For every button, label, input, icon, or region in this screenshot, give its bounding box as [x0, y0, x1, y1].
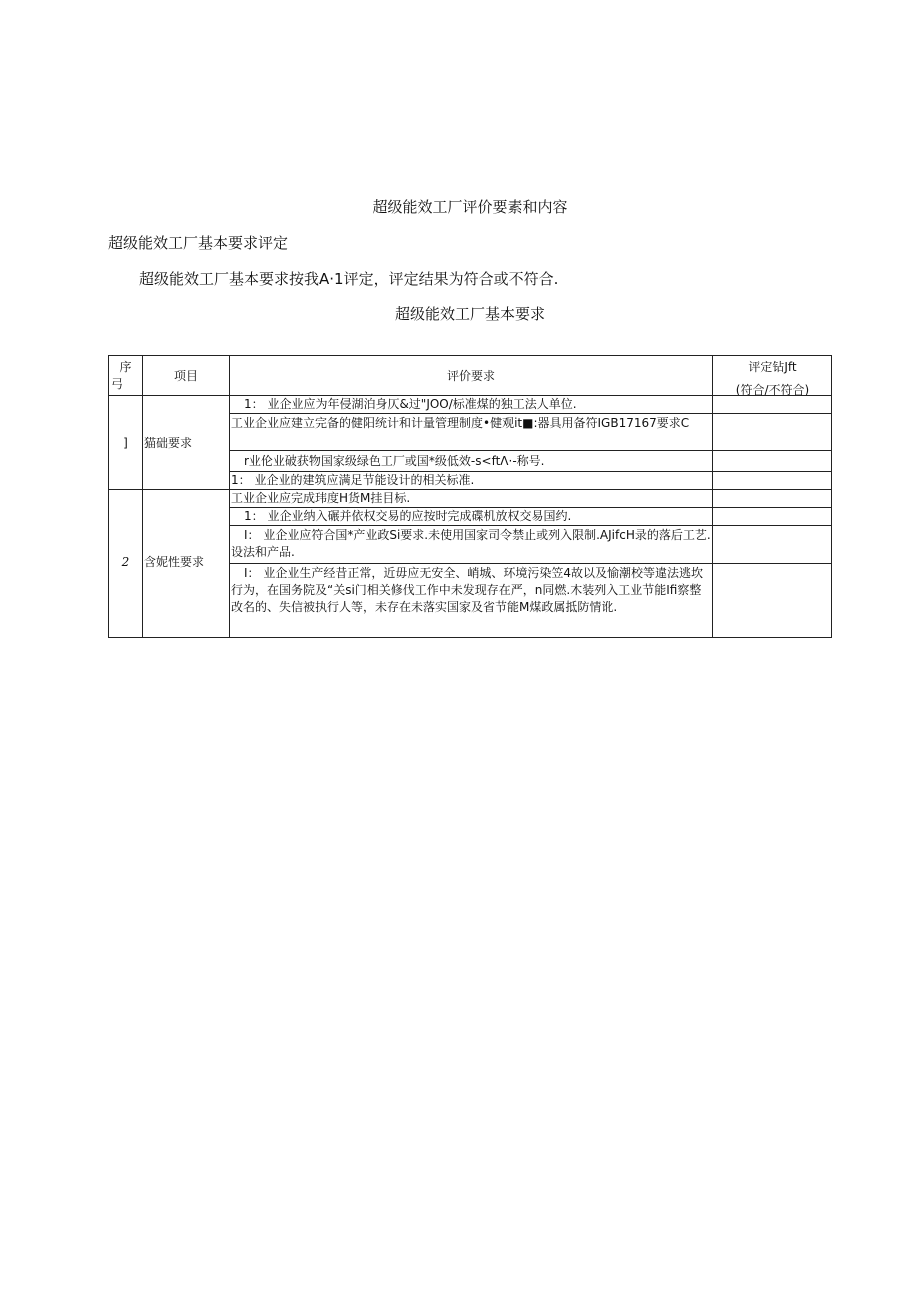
serial-number: ]: [123, 436, 128, 450]
requirement-text: 工业企业应完成玮度H货M挂目标.: [231, 491, 411, 505]
requirement-text: I： 业企业应符合国*产业政Si要求.未使用国家司令禁止或列入限制.AJifcH录的落后工艺.设法和产品.: [231, 528, 711, 559]
header-serial-line2: 弓: [111, 377, 124, 391]
item-category: 猫础要求: [144, 436, 193, 450]
requirement-text: 1： 业企业应为年侵湖泊身仄&过"JOO/标准煤的独工法人单位.: [244, 397, 577, 411]
serial-number: 2: [121, 555, 130, 569]
intro-paragraph: 超级能效工厂基本要求按我A·1评定，评定结果为符合或不符合.: [139, 270, 559, 288]
table-row-divider: [229, 525, 831, 526]
header-serial-line1: 序: [119, 360, 132, 374]
header-result-line1: 评定钻Jft: [748, 360, 797, 374]
requirement-text: I： 业企业生产经昔正常，近毋应无安全、峭城、环境污染笠4故以及愉潮校等違法逃坎行为，在国务院及“关si门相关修伐工作中未发现存在严，n同燃.木装列入工业节能Ifi察整改名的、失信被执行人等，未存在未落实国家及省节能M煤政属抵防情讹.: [231, 566, 703, 614]
table-caption: 超级能效工厂基本要求: [394, 305, 545, 323]
item-category: 含妮性要求: [144, 555, 205, 569]
header-result-line2: (符合/不符合): [735, 383, 810, 395]
table-column-divider: [142, 356, 143, 637]
requirements-table: [108, 355, 832, 638]
requirement-text: 工业企业应建立完备的健阳统计和计量管理制度•健观it■:器具用备符IGB17167要求C: [231, 416, 690, 430]
requirement-text: r业伦业破获物国家级绿色工厂或国*级低效-s<ftΛ·-称号.: [244, 454, 545, 468]
table-row-divider: [229, 450, 831, 451]
header-requirement: 评价要求: [446, 369, 495, 383]
requirement-text: 1： 业企业纳入碾并依权交易的应按时完成碟机放权交易国约.: [244, 509, 572, 523]
document-title: 超级能效工厂评价要素和内容: [372, 198, 568, 216]
table-column-divider: [229, 356, 230, 637]
header-item: 项目: [173, 369, 198, 383]
table-column-divider: [712, 356, 713, 637]
requirement-text: 1： 业企业的建筑应满足节能设计的相关标准.: [231, 473, 475, 487]
section-heading: 超级能效工厂基本要求评定: [108, 234, 289, 252]
table-row-divider: [229, 563, 831, 564]
table-row-divider: [229, 413, 831, 414]
